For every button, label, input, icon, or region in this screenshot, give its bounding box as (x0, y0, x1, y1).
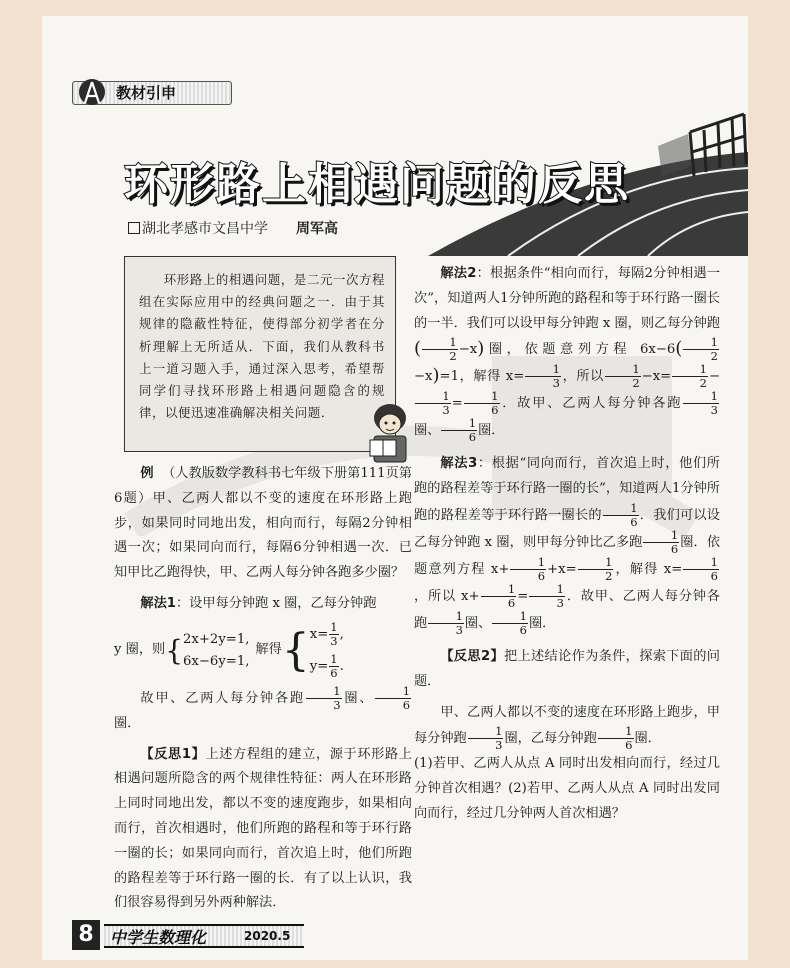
solution-1-system (114, 619, 412, 683)
fraction: $\frac{1}{3}$ (330, 619, 338, 648)
reflection-1 (114, 743, 412, 917)
exploration-problem: 甲、乙两人都以不变的速度在环形路上跑步，甲每分钟跑 $\frac{1}{3}$ 圈，乙每分钟跑 $\frac{1}{6}$ 圈． (414, 704, 720, 753)
reflection-1-text: 上述方程组的建立，源于环形路上相遇问题所隐含的两个规律性特征：两人在环形路上同时同地出发，都以不变的速度跑步，如果相向而行，首次相遇时，他们所跑的路程和等于环行路一圈的长；如果同向而行，首次追上时，他们所跑的路程差等于环行路一圈的长．有了以上认识，我们很容易得到另外两种解法． (114, 746, 412, 911)
solution-3-label: 解法3 (440, 456, 478, 472)
section-tag-label: 教材引申 (116, 83, 177, 102)
solution-system: { x= $\frac{1}{3}$ , y= $\frac{1}{6}$ . (281, 619, 344, 680)
solution-2-label: 解法2 (440, 266, 477, 281)
magazine-name: 中学生数理化 (110, 928, 207, 947)
reflection-1-label: 【反思1】 (140, 746, 206, 762)
author-line (128, 218, 338, 238)
reflection-2-text: 把上述结论作为条件，探索下面的问题． (414, 648, 720, 689)
abstract-box (124, 256, 396, 452)
equation-system: { 2x+2y=1, 6x−6y=1, (165, 629, 249, 673)
fraction: $\frac{1}{6}$ (330, 651, 338, 680)
abstract-text: 环形路上的相遇问题，是二元一次方程组在实际应用中的经典问题之一．由于其规律的隐蔽性特征，使得部分初学者在分析理解上无所适从．下面，我们从教科书上一道习题入手，通过深入思考，希望帮同学们寻找环形路上相遇问题隐含的规律，以便迅速准确解决相关问题． (139, 272, 385, 421)
reflection-2 (414, 645, 720, 695)
right-column (414, 262, 720, 827)
author-name: 周军高 (296, 221, 338, 237)
reflection-2-label: 【反思2】 (440, 648, 504, 664)
solution-3: 解法3：根据“同向而行，首次追上时，他们所跑的路程差等于环行路一圈的长”，知道两人1分钟所跑的路程差等于环行路一圈长的 $\frac{1}{6}$ ．我们可以设乙每分钟跑 x 圈，则甲每分钟比乙多跑 $\frac{1}{6}$ 圈．依题意列方程 x+ $\frac{1}{6}$ +x= $\frac{1}{2}$ ，解得 x= $\frac{1}{6}$ ，所以 x+ $\frac{1}{6}$ = $\frac{1}{3}$ ．故甲、乙两人每分钟各跑 $\frac{1}{3}$ 圈、 $\frac{1}{6}$ 圈． (414, 456, 721, 637)
equation-2: 6x−6y=1, (183, 653, 250, 669)
sol-y-label: y= (309, 658, 329, 674)
solution-1-answer: 故甲、乙两人每分钟各跑 $\frac{1}{3}$ 圈、 $\frac{1}{6}$ 圈． (114, 683, 411, 731)
student-reading-icon (360, 400, 418, 466)
solution-2: 解法2：根据条件“相向而行，每隔2分钟相遇一次”，知道两人1分钟所跑的路程和等于环行路一圈长的一半．我们可以设甲每分钟跑 x 圈，则乙每分钟跑( $\frac{1}{2}$ −x)圈，依题意列方程 6x−6( $\frac{1}{2}$ −x)=1，解得 x= $\frac{1}{3}$ ，所以 $\frac{1}{2}$ −x= $\frac{1}{2}$ − $\frac{1}{3}$ = $\frac{1}{6}$ ．故甲、乙两人每分钟各跑 $\frac{1}{3}$ 圈、 $\frac{1}{6}$ 圈． (414, 266, 721, 445)
compass-icon (72, 78, 112, 106)
example-problem (114, 462, 412, 586)
section-tag (72, 78, 262, 106)
sol-x-label: x= (309, 626, 329, 642)
solution-1 (114, 592, 412, 617)
issue-date: 2020.5 (244, 929, 291, 943)
checkbox-icon (128, 222, 140, 234)
solution-1-solve: 解得 (255, 642, 282, 658)
page-number: 8 (72, 920, 100, 950)
article-title: 环形路上相遇问题的反思 (124, 159, 630, 210)
exploration-questions: (1)若甲、乙两人从点 A 同时出发相向而行，经过几分钟首次相遇？(2)若甲、乙两人从点 A 同时出发同向而行，经过几分钟两人首次相遇？ (414, 756, 720, 821)
example-text: （人教版数学教科书七年级下册第111页第6题）甲、乙两人都以不变的速度在环形路上跑步，如果同时同地出发，相向而行，每隔2分钟相遇一次；如果同向而行，每隔6分钟相遇一次．已知甲比乙跑得快，甲、乙两人每分钟各跑多少圈？ (114, 466, 413, 581)
solution-1-y: y 圈，则 (114, 642, 166, 658)
left-column (114, 462, 412, 916)
solution-1-text: ：设甲每分钟跑 x 圈，乙每分钟跑 (175, 595, 377, 611)
magazine-page (42, 16, 748, 960)
example-label: 例 (140, 466, 154, 481)
author-affiliation: 湖北孝感市文昌中学 (142, 221, 268, 237)
page-footer (72, 920, 312, 950)
equation-1: 2x+2y=1, (183, 631, 250, 647)
solution-1-label: 解法1 (140, 595, 176, 611)
